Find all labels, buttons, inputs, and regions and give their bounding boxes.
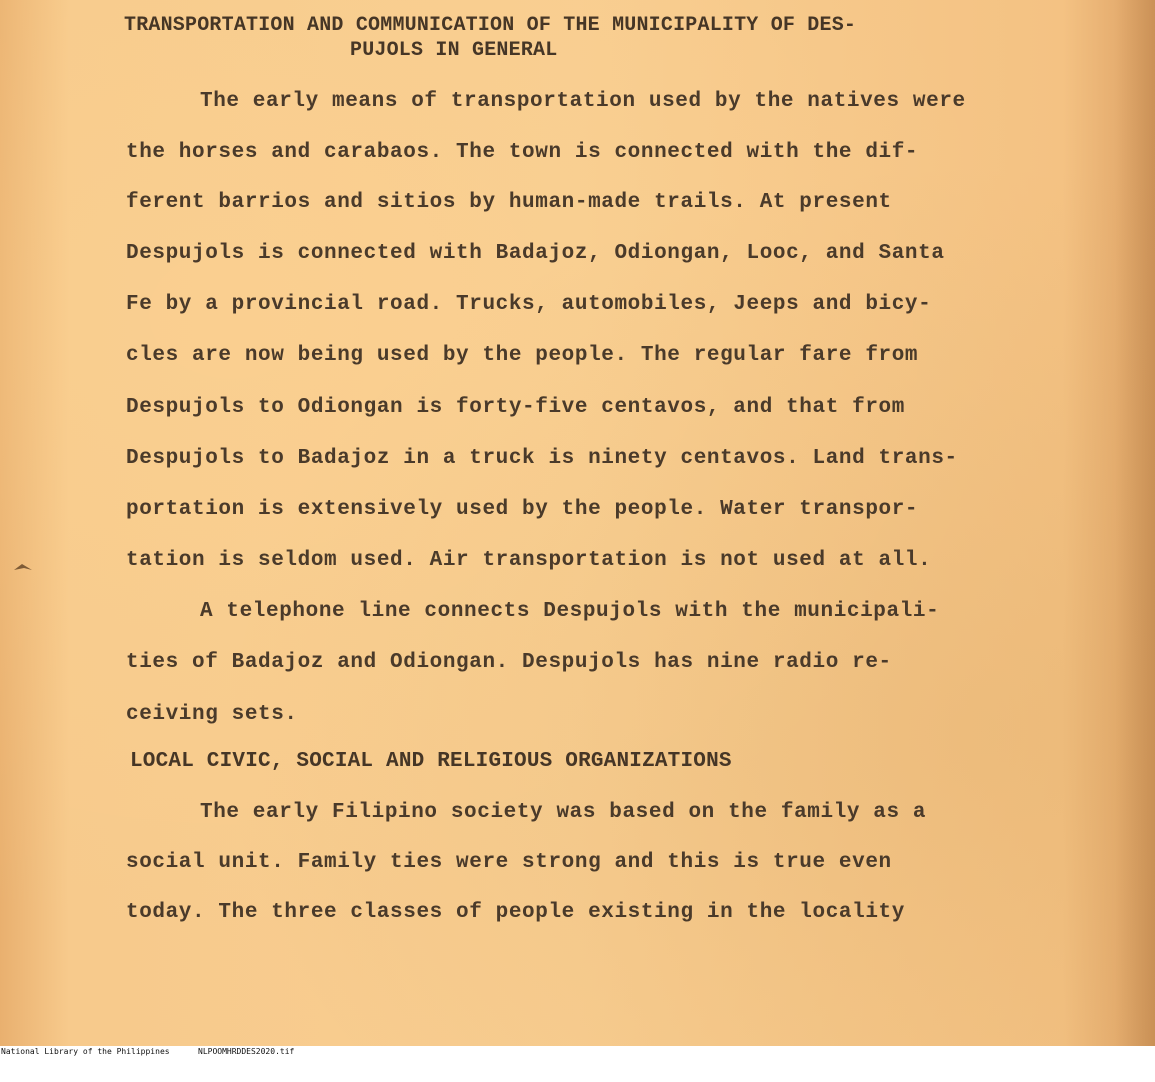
para2-line-3: ceiving sets.	[126, 703, 298, 726]
title-line-1: TRANSPORTATION AND COMMUNICATION OF THE MUNICIPALITY OF DES-	[124, 14, 857, 37]
para1-line-8: Despujols to Badajoz in a truck is ninety centavos. Land trans-	[126, 447, 958, 470]
margin-mark-icon	[12, 558, 34, 576]
scan-footer	[0, 1046, 1155, 1058]
para1-line-1: The early means of transportation used by the natives were	[200, 90, 966, 113]
para1-line-9: portation is extensively used by the people. Water transpor-	[126, 498, 919, 521]
para1-line-4: Despujols is connected with Badajoz, Odiongan, Looc, and Santa	[126, 242, 945, 265]
para2-line-1: A telephone line connects Despujols with the municipali-	[200, 600, 940, 623]
para3-line-2: social unit. Family ties were strong and this is true even	[126, 851, 892, 874]
para2-line-2: ties of Badajoz and Odiongan. Despujols has nine radio re-	[126, 651, 892, 674]
footer-library: National Library of the Philippines	[1, 1047, 170, 1056]
para3-line-1: The early Filipino society was based on the family as a	[200, 801, 927, 824]
para1-line-7: Despujols to Odiongan is forty-five centavos, and that from	[126, 396, 905, 419]
page-edge-shadow	[1115, 0, 1155, 1046]
para1-line-10: tation is seldom used. Air transportation is not used at all.	[126, 549, 932, 572]
para1-line-3: ferent barrios and sitios by human-made trails. At present	[126, 191, 892, 214]
title-line-2: PUJOLS IN GENERAL	[350, 39, 558, 62]
para1-line-5: Fe by a provincial road. Trucks, automobiles, Jeeps and bicy-	[126, 293, 932, 316]
para1-line-6: cles are now being used by the people. The regular fare from	[126, 344, 919, 367]
footer-file: NLPOOMHRDDES2020.tif	[198, 1047, 295, 1056]
para1-line-2: the horses and carabaos. The town is connected with the dif-	[126, 141, 919, 164]
para3-line-3: today. The three classes of people existing in the locality	[126, 901, 905, 924]
section-heading: LOCAL CIVIC, SOCIAL AND RELIGIOUS ORGANIZATIONS	[130, 750, 732, 773]
